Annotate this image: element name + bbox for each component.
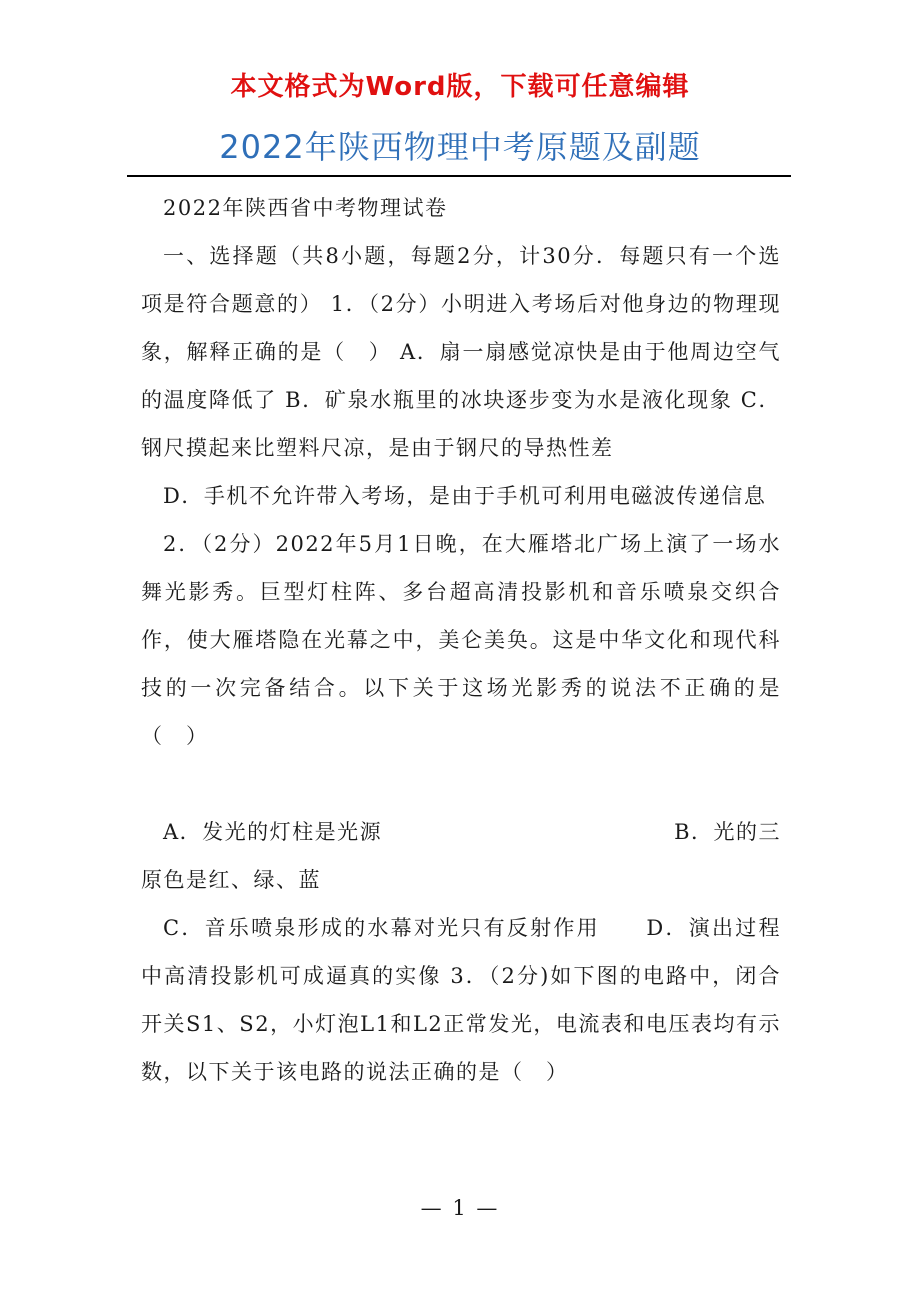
question-2-options-row [141, 808, 781, 856]
page-number: — 1 — [420, 1196, 500, 1220]
question-2-option-b-end: 原色是红、绿、蓝 [141, 868, 321, 892]
document-body [141, 184, 781, 1096]
document-title: 2022年陕西物理中考原题及副题 [219, 128, 701, 166]
question-2-option-a: A．发光的灯柱是光源 [163, 820, 383, 844]
exam-title: 2022年陕西省中考物理试卷 [163, 196, 448, 220]
question-2-paragraph: 2．（2分）2022年5月1日晚，在大雁塔北广场上演了一场水舞光影秀。巨型灯柱阵、多台超高清投影机和音乐喷泉交织合作，使大雁塔隐在光幕之中，美仑美奂。这是中华文化和现代科技的一次完备结合。以下关于这场光影秀的说法不正确的是（ ） [141, 532, 781, 748]
question-2-option-b-start: B．光的三 [674, 820, 781, 844]
blank-line [141, 760, 781, 808]
question-1-paragraph: 一、选择题（共8小题，每题2分，计30分．每题只有一个选项是符合题意的） 1．（2分）小明进入考场后对他身边的物理现象，解释正确的是（ ） A．扇一扇感觉凉快是由于他周边空气的温度降低了 B．矿泉水瓶里的冰块逐步变为水是液化现象 C．钢尺摸起来比塑料尺凉，是由于钢尺的导热性差 [141, 244, 781, 460]
question-2-3-paragraph: C．音乐喷泉形成的水幕对光只有反射作用 D．演出过程中高清投影机可成逼真的实像 3．（2分)如下图的电路中，闭合开关S1、S2，小灯泡L1和L2正常发光，电流表和电压表均有示数，以下关于该电路的说法正确的是（ ） [141, 916, 781, 1084]
question-1-option-d: D．手机不允许带入考场，是由于手机可利用电磁波传递信息 [163, 484, 767, 508]
title-divider [127, 175, 791, 177]
download-notice: 本文格式为Word版，下载可任意编辑 [230, 72, 690, 102]
